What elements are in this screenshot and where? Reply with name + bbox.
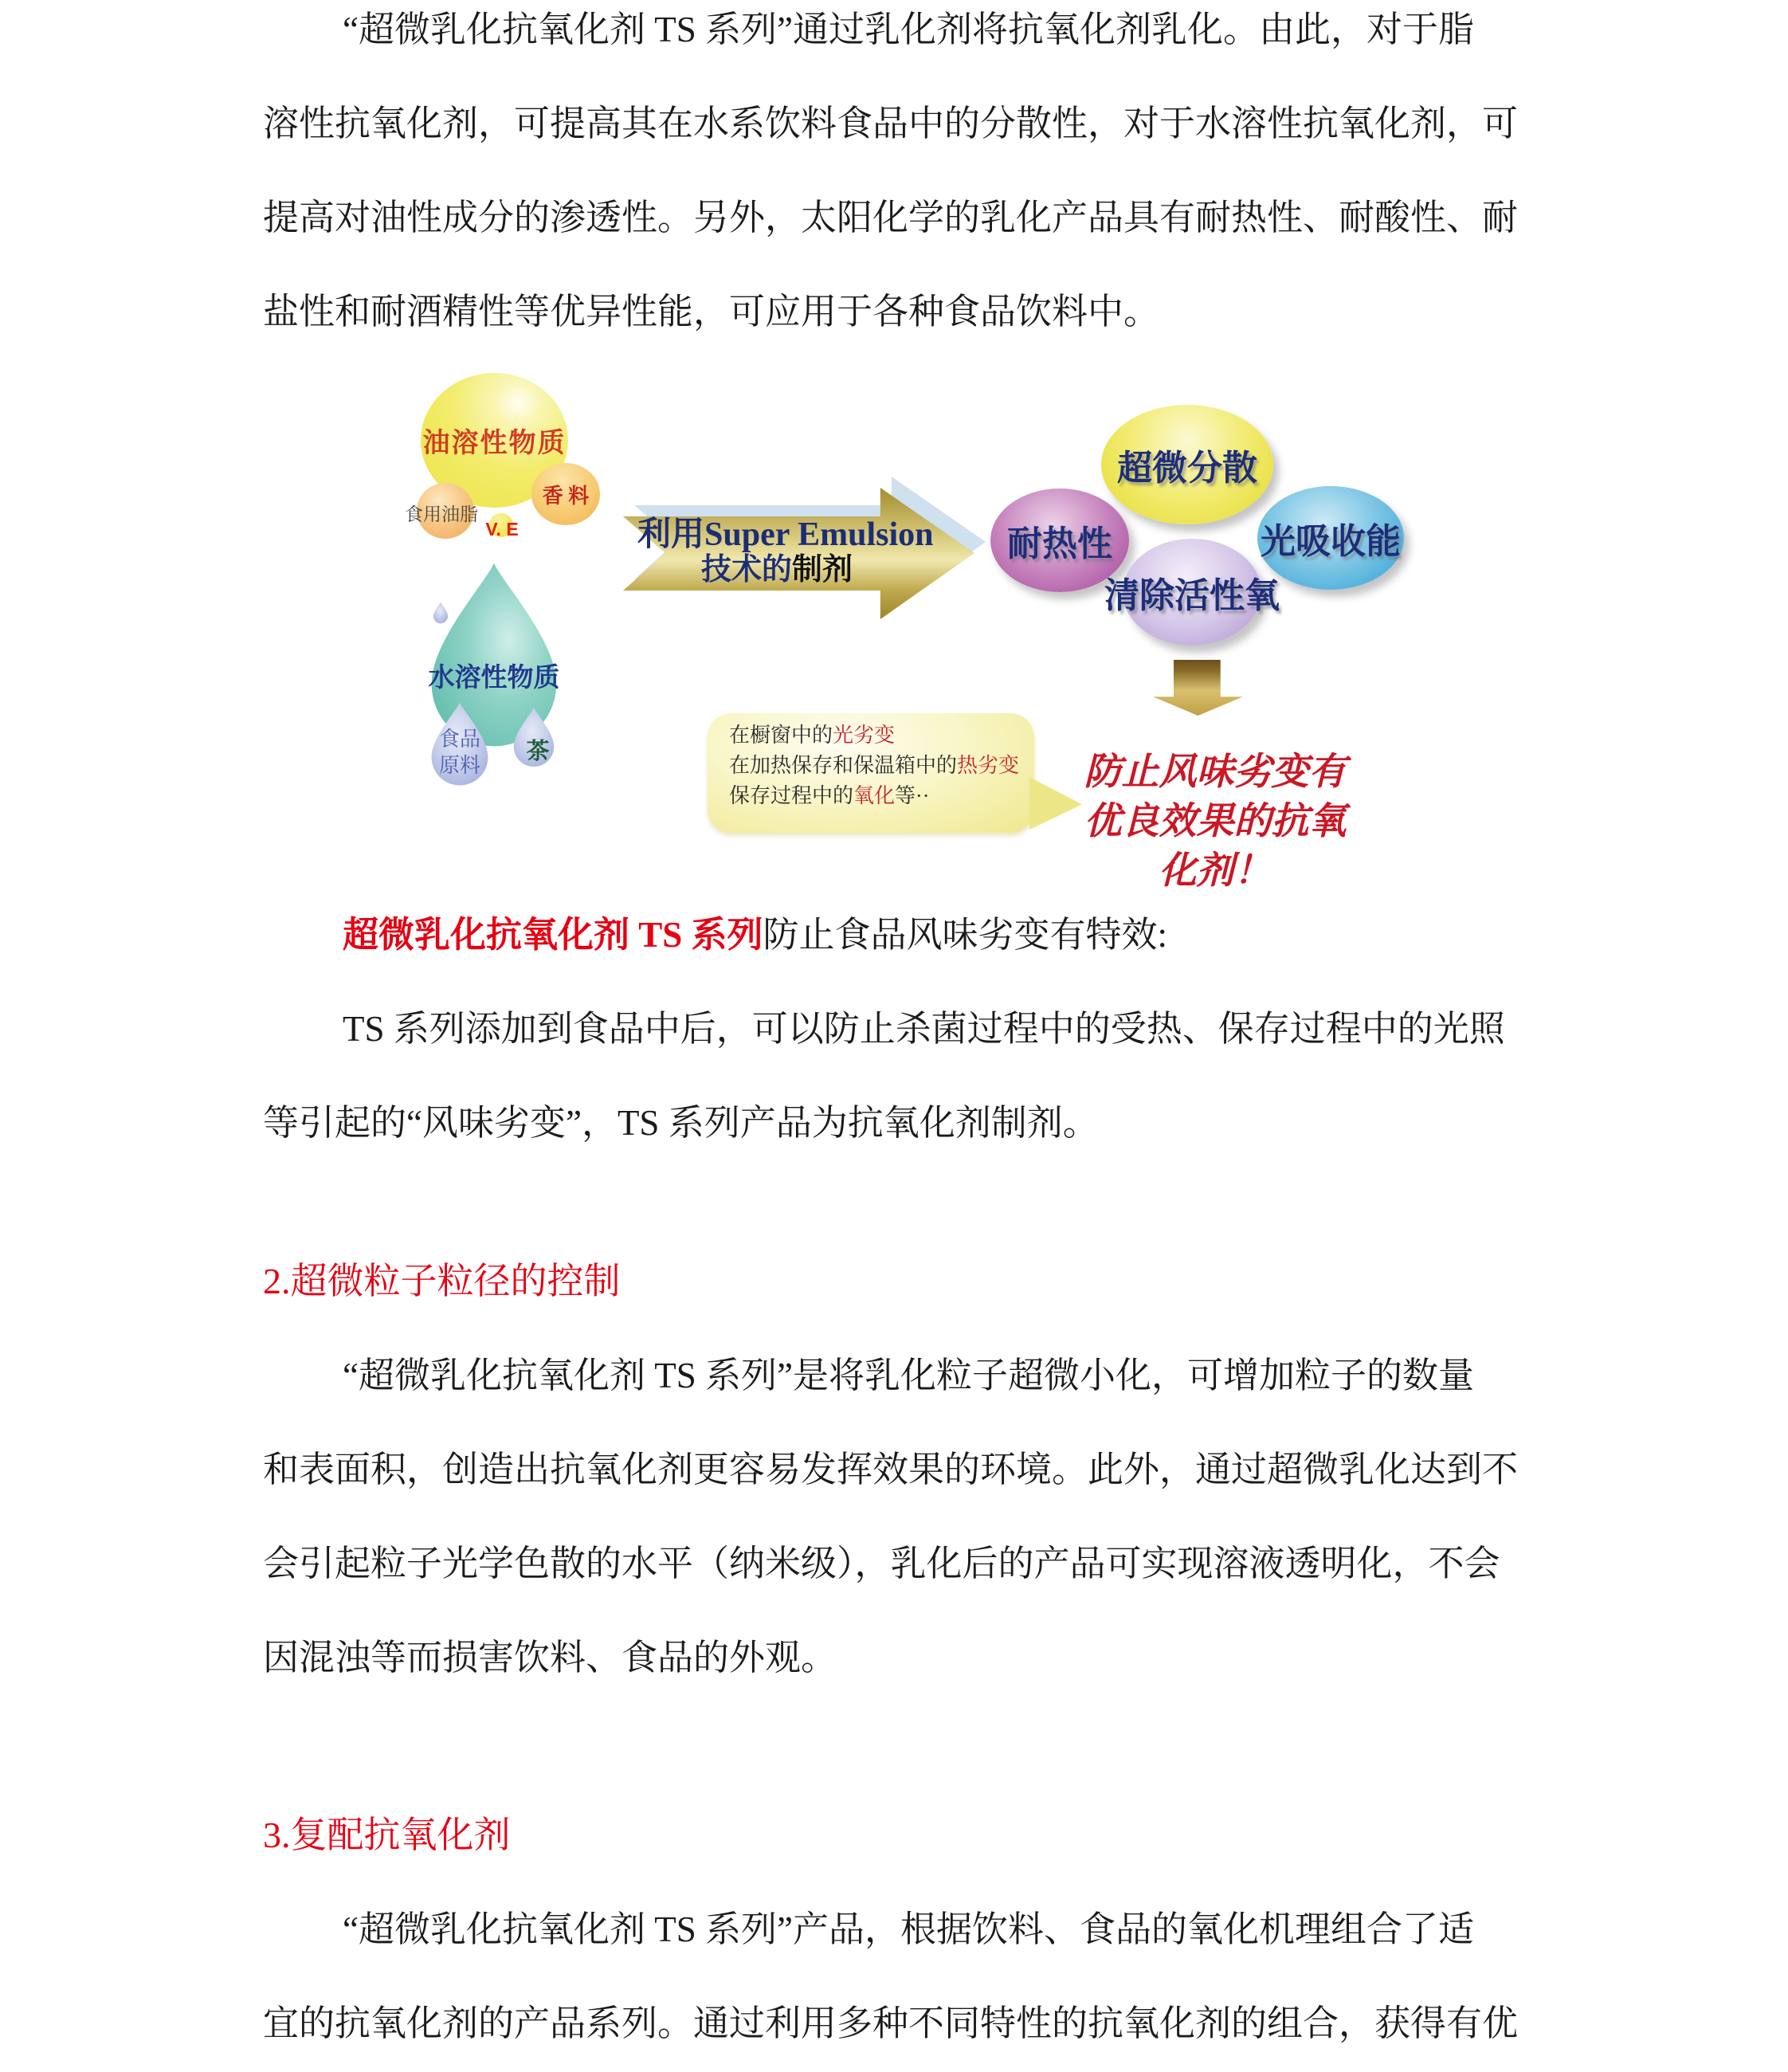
paragraph-ts-line: 等引起的“风味劣变”，TS 系列产品为抗氧化剂制剂。: [263, 1103, 1099, 1143]
note-line-heat: [729, 751, 1019, 781]
note-line-light: [729, 720, 1019, 751]
process-arrow-label-line2-black: 制剂: [792, 553, 853, 587]
process-arrow-label-line2: [637, 553, 916, 587]
deterioration-note-text: [729, 720, 1019, 811]
paragraph-intro-line: 盐性和耐酒精性等优异性能，可应用于各种食品饮料中。: [263, 292, 1160, 332]
benefit-label-heat-resistance: 耐热性: [1007, 524, 1112, 563]
tea-label: 茶: [526, 739, 550, 764]
paragraph-section3: [263, 1882, 1535, 2070]
note-line-light-red: 光劣变: [833, 724, 896, 747]
food-material-label-line2: 原料: [438, 754, 480, 777]
note-line-oxidation-tail: 等··: [895, 784, 930, 807]
paragraph-section3-line: “超微乳化抗氧化剂 TS 系列”产品，根据饮料、食品的氧化机理组合了适: [343, 1909, 1474, 1949]
paragraph-section2-line: 和表面积，创造出抗氧化剂更容易发挥效果的环境。此外，通过超微乳化达到不: [263, 1450, 1519, 1489]
benefit-ellipse-active-oxygen: [1104, 539, 1280, 646]
down-arrow-icon: [1153, 660, 1243, 716]
edible-fat-label: 食用油脂: [405, 504, 478, 524]
section3-heading: 3.复配抗氧化剂: [263, 1815, 511, 1855]
diagram-result-line2: 优良效果的抗氧: [1084, 801, 1347, 842]
spice-label: 香 料: [542, 484, 590, 508]
food-material-label-line1: 食品: [438, 728, 480, 751]
paragraph-intro-line: 提高对油性成分的渗透性。另外，太阳化学的乳化产品具有耐热性、耐酸性、耐: [263, 198, 1519, 237]
benefit-label-light-absorption: 光吸收能: [1261, 522, 1401, 561]
section2-heading: 2.超微粒子粒径的控制: [263, 1261, 621, 1301]
note-line-oxidation-red: 氧化: [853, 784, 896, 807]
oil-soluble-label: 油溶性物质: [422, 429, 567, 458]
note-line-heat-red: 热劣变: [957, 754, 1020, 777]
diagram-result-text: [1076, 748, 1355, 896]
deterioration-note-bubble-tail: [1029, 777, 1082, 830]
vitamin-e-label: V. E: [485, 519, 519, 540]
food-material-label: [428, 726, 492, 779]
paragraph-ts-line: TS 系列添加到食品中后，可以防止杀菌过程中的受热、保存过程中的光照: [343, 1009, 1505, 1049]
ts-effect-black-text: 防止食品风味劣变有特效:: [763, 915, 1168, 955]
spice-bubble: [531, 463, 600, 525]
paragraph-section2-line: “超微乳化抗氧化剂 TS 系列”是将乳化粒子超微小化，可增加粒子的数量: [343, 1356, 1474, 1395]
benefit-ellipse-dispersion: [1101, 405, 1273, 524]
note-line-light-black: 在橱窗中的: [729, 724, 833, 747]
paragraph-intro: [263, 0, 1535, 359]
note-line-heat-black: 在加热保存和保温箱中的: [729, 754, 958, 777]
paragraph-section2-line: 会引起粒子光学色散的水平（纳米级），乳化后的产品可实现溶液透明化，不会: [263, 1544, 1500, 1583]
paragraph-section3-line: 宜的抗氧化剂的产品系列。通过利用多种不同特性的抗氧化剂的组合，获得有优: [263, 2003, 1519, 2043]
paragraph-ts: [263, 982, 1535, 1170]
water-soluble-label: 水溶性物质: [428, 664, 560, 693]
ts-series-red-label: 超微乳化抗氧化剂 TS 系列: [343, 915, 763, 955]
process-arrow-label-line1: 利用Super Emulsion: [637, 516, 934, 553]
process-arrow-label-line2-blue: 技术的: [700, 553, 792, 587]
paragraph-section2: [263, 1328, 1535, 1705]
paragraph-intro-line: 溶性抗氧化剂，可提高其在水系饮料食品中的分散性，对于水溶性抗氧化剂，可: [263, 104, 1519, 143]
note-line-oxidation: [729, 781, 1019, 811]
ts-effect-line: [263, 888, 1535, 982]
paragraph-section2-line: 因混浊等而损害饮料、食品的外观。: [263, 1638, 837, 1678]
paragraph-intro-line: “超微乳化抗氧化剂 TS 系列”通过乳化剂将抗氧化剂乳化。由此，对于脂: [343, 10, 1474, 49]
note-line-oxidation-black: 保存过程中的: [729, 784, 854, 807]
benefit-label-dispersion: 超微分散: [1117, 449, 1257, 488]
diagram-result-line1: 防止风味劣变有: [1084, 751, 1347, 793]
benefit-label-active-oxygen: 清除活性氧: [1104, 576, 1280, 615]
process-arrow-label: [637, 516, 934, 587]
ts-effect-line-text: [263, 888, 1535, 982]
diagram-result-line3: 化剂！: [1159, 850, 1272, 892]
